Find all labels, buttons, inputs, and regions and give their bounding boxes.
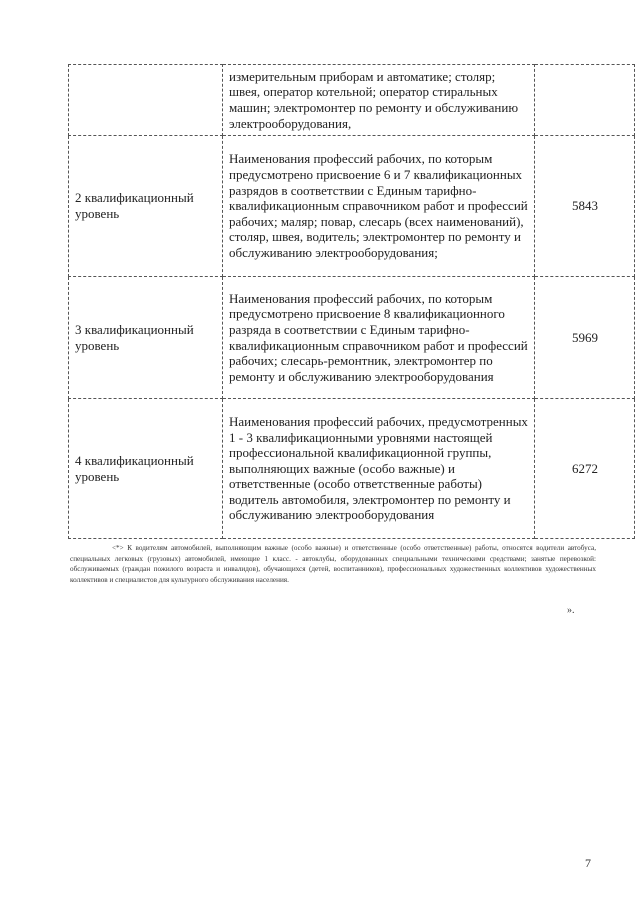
- table-row: [69, 277, 635, 399]
- salary-cell: 5969: [535, 277, 635, 399]
- salary-cell: 5843: [535, 136, 635, 277]
- professions-cell: измерительным приборам и автоматике; столяр; швея, оператор котельной; оператор стиральных машин; электромонтер по ремонту и обслуживанию электрооборудования,: [223, 65, 535, 136]
- page-number: 7: [585, 856, 591, 870]
- level-cell: 4 квалификационный уровень: [69, 399, 223, 539]
- table-row: [69, 65, 635, 136]
- level-cell: 3 квалификационный уровень: [69, 277, 223, 399]
- salary-cell: [535, 65, 635, 136]
- professions-cell: Наименования профессий рабочих, по которым предусмотрено присвоение 8 квалификационного разряда в соответствии с Единым тарифно-квалификационным справочником работ и профессий рабочих; слесарь-ремонтник, электромонтер по ремонту и обслуживанию электрооборудования: [223, 277, 535, 399]
- salary-cell: 6272: [535, 399, 635, 539]
- table-row: [69, 399, 635, 539]
- level-cell: [69, 65, 223, 136]
- professions-cell: Наименования профессий рабочих, по которым предусмотрено присвоение 6 и 7 квалификационных разрядов в соответствии с Единым тарифно-квалификационным справочником работ и профессий рабочих; маляр; повар, слесарь (всех наименований), столяр, швея, водитель; электромонтер по ремонту и обслуживанию электрооборудования;: [223, 136, 535, 277]
- footnote: <*> К водителям автомобилей, выполняющим важные (особо важные) и ответственные (особо ответственные) работы, относятся водители автобуса, специальных легковых (грузовых) автомобилей, имеющие 1 класс. - автоклубы, оборудованных специальными техническими средствами; занятые перевозкой: обслуживаемых (граждан пожилого возраста и инвалидов), обучающихся (детей, воспитанников), профессиональных художественных коллективов художественных коллективов и специалистов для культурного обслуживания населения.: [70, 544, 596, 584]
- professions-cell: Наименования профессий рабочих, предусмотренных 1 - 3 квалификационными уровнями настоящей профессиональной квалификационной группы, выполняющих важные (особо важные) и ответственные (особо ответственные работы) водитель автомобиля, электромонтер по ремонту и обслуживанию электрооборудования: [223, 399, 535, 539]
- table-row: [69, 136, 635, 277]
- level-cell: 2 квалификационный уровень: [69, 136, 223, 277]
- closing-quote: ».: [567, 605, 575, 616]
- qualification-table: [68, 64, 635, 539]
